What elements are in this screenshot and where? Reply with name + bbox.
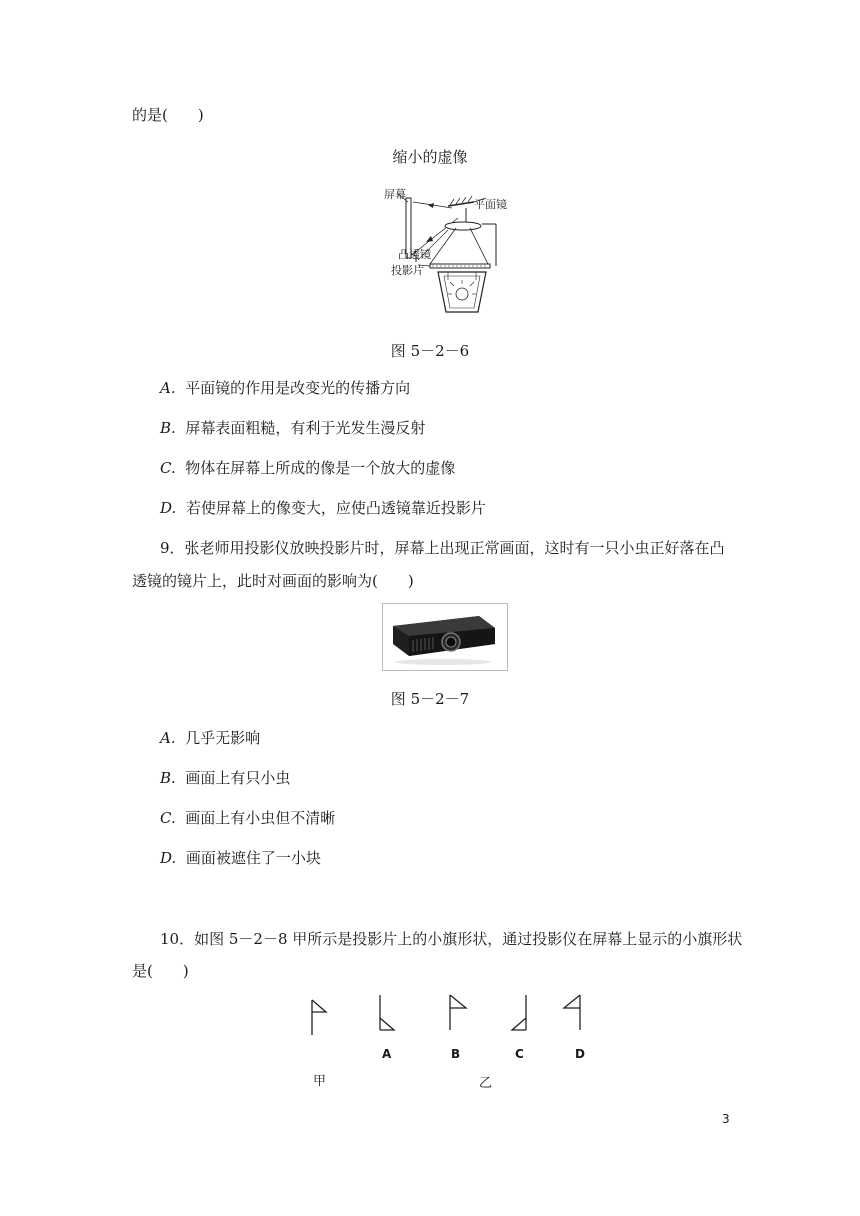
option-letter: B. (160, 419, 176, 437)
option-text: 几乎无影响 (185, 729, 261, 747)
flag-jia (312, 1000, 326, 1035)
q8-diagram-title: 缩小的虚像 (392, 148, 468, 166)
q9-option-a[interactable] (160, 727, 260, 749)
option-text: 画面上有只小虫 (185, 769, 291, 787)
q8-option-a[interactable] (160, 377, 410, 399)
option-letter: D. (160, 849, 177, 867)
q9-option-b[interactable] (160, 767, 290, 789)
label-mirror: 平面镜 (474, 198, 507, 211)
flag-option-a (380, 995, 394, 1030)
q9-option-c[interactable] (160, 807, 335, 829)
flag-label-a: A (382, 1047, 392, 1061)
option-letter: C. (160, 459, 176, 477)
flag-option-b (450, 995, 466, 1030)
q8-option-d[interactable] (160, 497, 486, 519)
label-slide: 投影片 (391, 264, 424, 277)
option-text: 若使屏幕上的像变大，应使凸透镜靠近投影片 (185, 499, 486, 517)
q8-option-c[interactable] (160, 457, 455, 479)
option-letter: C. (160, 809, 176, 827)
option-text: 平面镜的作用是改变光的传播方向 (185, 379, 411, 397)
option-letter: D. (160, 499, 177, 517)
q9-option-d[interactable] (160, 847, 321, 869)
option-text: 屏幕表面粗糙，有利于光发生漫反射 (185, 419, 426, 437)
q10-stem-line1: 10．如图 5－2－8 甲所示是投影片上的小旗形状，通过投影仪在屏幕上显示的小旗形状 (160, 930, 743, 948)
page-number: 3 (722, 1112, 730, 1126)
projector-photo (382, 603, 508, 671)
q9-stem-line1: 9．张老师用投影仪放映投影片时，屏幕上出现正常画面，这时有一只小虫正好落在凸 (160, 539, 725, 557)
option-text: 物体在屏幕上所成的像是一个放大的虚像 (185, 459, 456, 477)
figure-caption-5-2-6: 图 5－2－6 (390, 342, 470, 360)
option-text: 画面被遮住了一小块 (185, 849, 321, 867)
option-letter: B. (160, 769, 176, 787)
option-letter: A. (160, 379, 176, 397)
label-screen: 屏幕 (384, 188, 406, 201)
option-letter: A. (160, 729, 176, 747)
option-text: 画面上有小虫但不清晰 (185, 809, 336, 827)
q9-stem-line2: 透镜的镜片上，此时对画面的影响为( ) (132, 572, 414, 590)
flag-option-d (564, 995, 580, 1030)
q8-option-b[interactable] (160, 417, 425, 439)
figure-caption-5-2-7: 图 5－2－7 (390, 690, 470, 708)
projector-icon (383, 604, 507, 670)
q8-stem-tail: 的是( ) (132, 106, 204, 124)
q10-stem-line2: 是( ) (132, 962, 189, 980)
flag-label-d: D (575, 1047, 585, 1061)
lens-shape (445, 222, 481, 230)
lamp-icon (456, 288, 468, 300)
label-lens: 凸透镜 (398, 248, 431, 261)
flags-figure (300, 990, 600, 1040)
label-yi: 乙 (479, 1076, 493, 1091)
flag-label-b: B (451, 1047, 461, 1061)
flags-svg (300, 990, 600, 1040)
flag-option-c (512, 995, 526, 1030)
flag-label-c: C (515, 1047, 524, 1061)
label-jia: 甲 (313, 1074, 327, 1089)
